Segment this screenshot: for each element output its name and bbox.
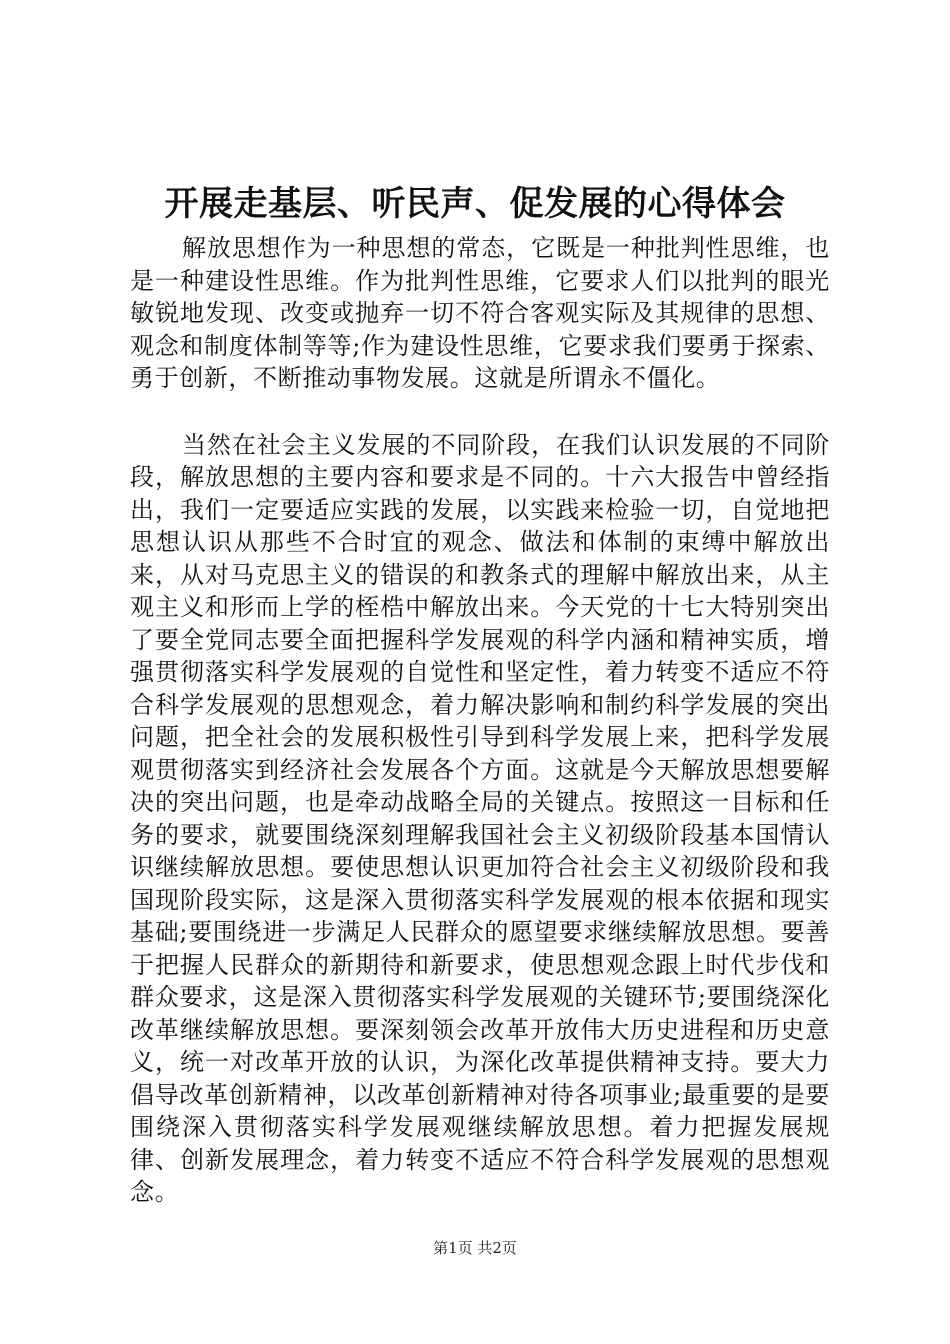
paragraph-1: 解放思想作为一种思想的常态，它既是一种批判性思维，也是一种建设性思维。作为批判性思维，它要求人们以批判的眼光敏锐地发现、改变或抛弃一切不符合客观实际及其规律的思想、观念和制度体制等等;作为建设性思维，它要求我们要勇于探索、勇于创新，不断推动事物发展。这就是所谓永不僵化。	[130, 234, 830, 392]
paragraph-2: 当然在社会主义发展的不同阶段，在我们认识发展的不同阶段，解放思想的主要内容和要求是不同的。十六大报告中曾经指出，我们一定要适应实践的发展，以实践来检验一切，自觉地把思想认识从那些不合时宜的观念、做法和体制的束缚中解放出来，从对马克思主义的错误的和教条式的理解中解放出来，从主观主义和形而上学的桎梏中解放出来。今天党的十七大特别突出了要全党同志要全面把握科学发展观的科学内涵和精神实质，增强贯彻落实科学发展观的自觉性和坚定性，着力转变不适应不符合科学发展观的思想观念，着力解决影响和制约科学发展的突出问题，把全社会的发展积极性引导到科学发展上来，把科学发展观贯彻落实到经济社会发展各个方面。这就是今天解放思想要解决的突出问题，也是牵动战略全局的关键点。按照这一目标和任务的要求，就要围绕深刻理解我国社会主义初级阶段基本国情认识继续解放思想。要使思想认识更加符合社会主义初级阶段和我国现阶段实际，这是深入贯彻落实科学发展观的根本依据和现实基础;要围绕进一步满足人民群众的愿望要求继续解放思想。要善于把握人民群众的新期待和新要求，使思想观念跟上时代步伐和群众要求，这是深入贯彻落实科学发展观的关键环节;要围绕深化改革继续解放思想。要深刻领会改革开放伟大历史进程和历史意义，统一对改革开放的认识，为深化改革提供精神支持。要大力倡导改革创新精神，以改革创新精神对待各项事业;最重要的是要围绕深入贯彻落实科学发展观继续解放思想。着力把握发展规律、创新发展理念，着力转变不适应不符合科学发展观的思想观念。	[130, 430, 830, 1206]
document-title: 开展走基层、听民声、促发展的心得体会	[164, 184, 786, 224]
document-body	[130, 232, 830, 1209]
page-number-footer: 第1页 共2页	[433, 1239, 517, 1257]
